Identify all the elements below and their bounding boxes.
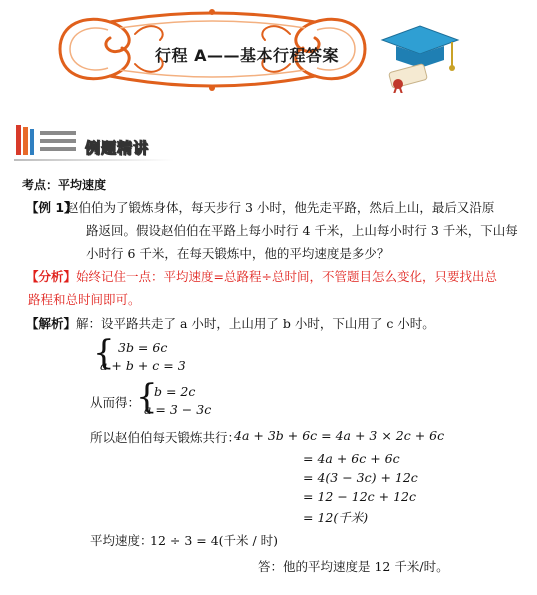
solution-intro-row — [26, 312, 526, 335]
example-text — [66, 196, 526, 219]
analysis-line: 路程和总时间即可。 — [28, 292, 141, 307]
left-brace-icon: { — [136, 377, 158, 417]
section-divider — [14, 159, 174, 161]
derive-label: 从而得： — [90, 395, 141, 410]
analysis-line: 始终记住一点：平均速度=总路程÷总时间，不管题目怎么变化，只要找出总 — [76, 269, 497, 284]
speed-expression: 12 ÷ 3 = 4(千米 / 时) — [150, 533, 279, 548]
left-brace-icon: { — [93, 333, 115, 373]
speed-label: 平均速度： — [90, 533, 153, 548]
solution-label: 【解析】 — [26, 316, 77, 331]
equation: a + b + c = 3 — [100, 358, 186, 373]
graduation-cap-icon — [372, 18, 462, 93]
example-line: 赵伯伯为了锻炼身体，每天步行 3 小时，他先走平路，然后上山，最后又沿原 — [66, 200, 495, 215]
analysis-block — [26, 265, 526, 311]
total-label: 所以赵伯伯每天锻炼共行： — [90, 430, 241, 445]
books-icon — [14, 123, 82, 159]
page-title: 行程 A——基本行程答案 — [155, 46, 339, 65]
equation: = 12(千米) — [303, 510, 369, 525]
equation: = 4(3 − 3c) + 12c — [303, 470, 418, 485]
analysis-label: 【分析】 — [26, 269, 77, 284]
equation: a = 3 − 3c — [144, 402, 212, 417]
example-line: 路返回。假设赵伯伯在平路上每小时行 4 千米，上山每小时行 3 千米，下山每 — [86, 223, 518, 238]
equation: = 4a + 6c + 6c — [303, 451, 400, 466]
equation: b = 2c — [154, 384, 196, 399]
equation: = 12 − 12c + 12c — [303, 489, 417, 504]
answer: 答：他的平均速度是 12 千米/时。 — [258, 559, 449, 574]
example-label: 【例 1】 — [26, 200, 77, 215]
example-text-cont — [86, 219, 526, 265]
example-line: 小时行 6 千米，在每天锻炼中，他的平均速度是多少？ — [86, 246, 390, 261]
section-title: 例题精讲 — [85, 139, 150, 157]
key-point: 考点：平均速度 — [22, 178, 107, 192]
solution-intro: 解：设平路共走了 a 小时，上山用了 b 小时，下山用了 c 小时。 — [76, 316, 435, 331]
equation: 4a + 3b + 6c = 4a + 3 × 2c + 6c — [234, 428, 445, 443]
equation: 3b = 6c — [118, 340, 168, 355]
